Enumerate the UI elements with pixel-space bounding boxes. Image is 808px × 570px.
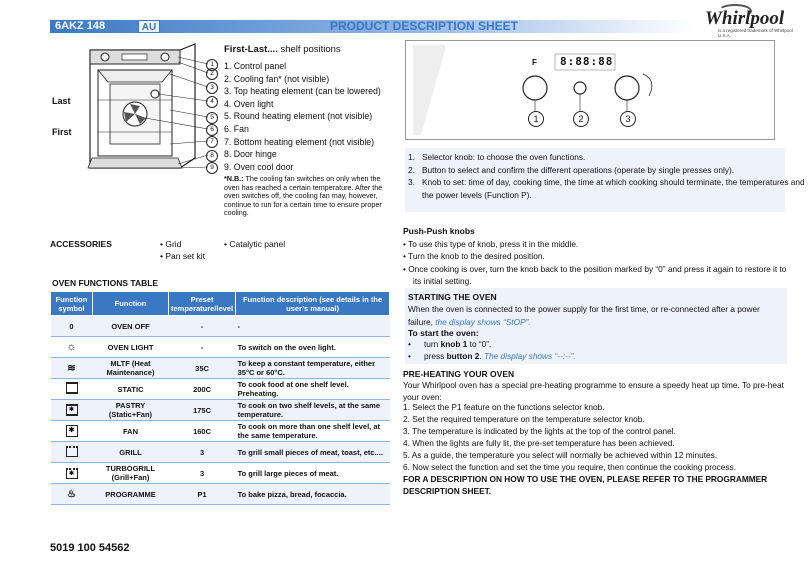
- maintenance-icon: ≋: [67, 362, 76, 374]
- callout-3: 3: [206, 82, 218, 94]
- starting-step: • press button 2. The display shows “--:--”.: [408, 351, 576, 363]
- fan-icon: ✱: [66, 425, 78, 437]
- parts-item: 4. Oven light: [224, 98, 274, 109]
- region-badge: AU: [138, 20, 160, 33]
- table-header: Function symbol: [51, 292, 93, 316]
- brand-logo: Whirlpool: [705, 8, 785, 29]
- panel-callout-2: 2: [573, 111, 589, 127]
- shelf-label-first: First: [52, 127, 72, 137]
- starting-steps: [408, 339, 576, 362]
- parts-item: 9. Oven cool door: [224, 161, 294, 172]
- grill-icon: [66, 446, 78, 457]
- callout-6: 6: [206, 124, 218, 136]
- panel-description-item: 3. Knob to set: time of day, cooking time, the time at which cooking should terminate, the temperatures and the power levels (Function P).: [408, 177, 805, 200]
- programme-icon: ♨: [67, 488, 76, 500]
- callout-4: 4: [206, 96, 218, 108]
- parts-list: [224, 60, 381, 173]
- push-push-item: • To use this type of knob, press it in the middle.: [403, 239, 579, 249]
- table-row: ✱ TURBOGRILL (Grill+Fan) 3 To grill large pieces of meat.: [51, 463, 390, 484]
- preheating-step: 2. Set the required temperature on the temperature selector knob.: [403, 413, 645, 424]
- panel-callout-3: 3: [620, 111, 636, 127]
- callout-8: 8: [206, 150, 218, 162]
- display-readout: 8:88:88: [560, 55, 614, 68]
- cooling-fan-note: *N.B.: The cooling fan switches on only when the oven has reached a certain temperature. After the oven switches off, the cooling fan may, however, continue to run for a certain time to ensure proper cooling.: [224, 174, 383, 218]
- preheating-title: PRE-HEATING YOUR OVEN: [403, 369, 515, 379]
- oven-diagram: [70, 40, 220, 180]
- pastry-icon: ✱: [66, 404, 78, 416]
- table-row: ✱ PASTRY (Static+Fan) 175C To cook on two shelf levels, at the same temperature.: [51, 400, 390, 421]
- preheating-step: 1. Select the P1 feature on the functions selector knob.: [403, 402, 605, 412]
- accessories-label: ACCESSORIES: [50, 239, 112, 249]
- panel-description-list: [408, 151, 808, 201]
- callout-7: 7: [206, 136, 218, 148]
- accessory-item: • Catalytic panel: [224, 239, 286, 249]
- table-header: Function description (see details in the user’s manual): [236, 292, 390, 316]
- push-push-list: [403, 238, 793, 287]
- page-title: PRODUCT DESCRIPTION SHEET: [330, 19, 519, 33]
- parts-item: 5. Round heating element (not visible): [224, 111, 373, 122]
- starting-text: When the oven is connected to the power supply for the first time, or re-connected after a power failure, the display shows “StOP”.: [408, 304, 760, 327]
- table-row: STATIC 200C To cook food at one shelf level. Preheating.: [51, 379, 390, 400]
- static-icon: [66, 382, 78, 394]
- table-row: ≋ MLTF (Heat Maintenance) 35C To keep a constant temperature, either 35°C or 60°C.: [51, 358, 390, 379]
- parts-item: 6. Fan: [224, 123, 249, 134]
- panel-description-item: 2. Button to select and confirm the different operations (operate by single presses only).: [408, 164, 735, 175]
- table-header: Preset temperature/level: [169, 292, 236, 316]
- accessory-item: • Pan set kit: [160, 251, 206, 261]
- turbogrill-icon: ✱: [66, 468, 78, 479]
- table-row: 0 OVEN OFF - -: [51, 316, 390, 337]
- starting-subtitle: To start the oven:: [408, 328, 479, 338]
- parts-item: 1. Control panel: [224, 61, 287, 71]
- preheating-step: 3. The temperature is indicated by the lights at the top of the control panel.: [403, 425, 676, 436]
- callout-5: 5: [206, 112, 218, 124]
- callout-1: 1: [206, 59, 218, 71]
- preheating-step: 6. Now select the function and set the time you require, then continue the cooking process.: [403, 461, 736, 472]
- starting-title: STARTING THE OVEN: [408, 292, 497, 302]
- document-code: 5019 100 54562: [50, 542, 130, 554]
- parts-item: 2. Cooling fan* (not visible): [224, 73, 330, 84]
- push-push-item: • Turn the knob to the desired position.: [403, 251, 545, 262]
- parts-item: 7. Bottom heating element (not visible): [224, 136, 375, 147]
- trademark-note: is a registered trademark of Whirlpool U.S.A.: [718, 28, 793, 38]
- light-icon: ☼: [66, 340, 77, 353]
- shelf-label-last: Last: [52, 96, 71, 106]
- callout-9: 9: [206, 162, 218, 174]
- starting-step: • turn knob 1 to “0”.: [408, 339, 576, 351]
- off-icon: 0: [51, 316, 93, 337]
- model-number: 6AKZ 148: [55, 20, 106, 32]
- push-push-item: • Once cooking is over, turn the knob back to the position marked by “0” and press it again to restore it to its initial setting.: [403, 263, 787, 286]
- refer-note: FOR A DESCRIPTION ON HOW TO USE THE OVEN, PLEASE REFER TO THE PROGRAMMER DESCRIPTION SHEET.: [403, 474, 768, 496]
- preheating-step: 5. As a guide, the temperature you select will normally be achieved within 12 minutes.: [403, 449, 718, 460]
- parts-title: First-Last.... shelf positions: [224, 44, 341, 55]
- push-push-title: Push-Push knobs: [403, 226, 475, 236]
- panel-description-item: 1. Selector knob: to choose the oven functions.: [408, 152, 586, 162]
- callout-2: 2: [206, 68, 218, 80]
- preheating-intro: Your Whirlpool oven has a special pre-heating programme to ensure a speedy heat up time. To pre-heat your oven:: [403, 380, 784, 402]
- parts-item: 3. Top heating element (can be lowered): [224, 86, 381, 97]
- preheating-steps: [403, 402, 736, 473]
- panel-callout-1: 1: [528, 111, 544, 127]
- functions-table: [50, 291, 390, 505]
- selector-f-label: F: [532, 58, 537, 67]
- parts-item: 8. Door hinge: [224, 149, 277, 160]
- table-header: Function: [93, 292, 169, 316]
- accessory-item: • Grid: [160, 239, 182, 249]
- table-row: ☼ OVEN LIGHT - To switch on the oven light.: [51, 337, 390, 358]
- functions-table-title: OVEN FUNCTIONS TABLE: [52, 278, 159, 288]
- table-row: ♨ PROGRAMME P1 To bake pizza, bread, focaccia.: [51, 484, 390, 505]
- table-row: ✱ FAN 160C To cook on more than one shelf level, at the same temperature.: [51, 421, 390, 442]
- preheating-step: 4. When the lights are fully lit, the pre-set temperature has been achieved.: [403, 437, 675, 448]
- table-row: GRILL 3 To grill small pieces of meat, toast, etc....: [51, 442, 390, 463]
